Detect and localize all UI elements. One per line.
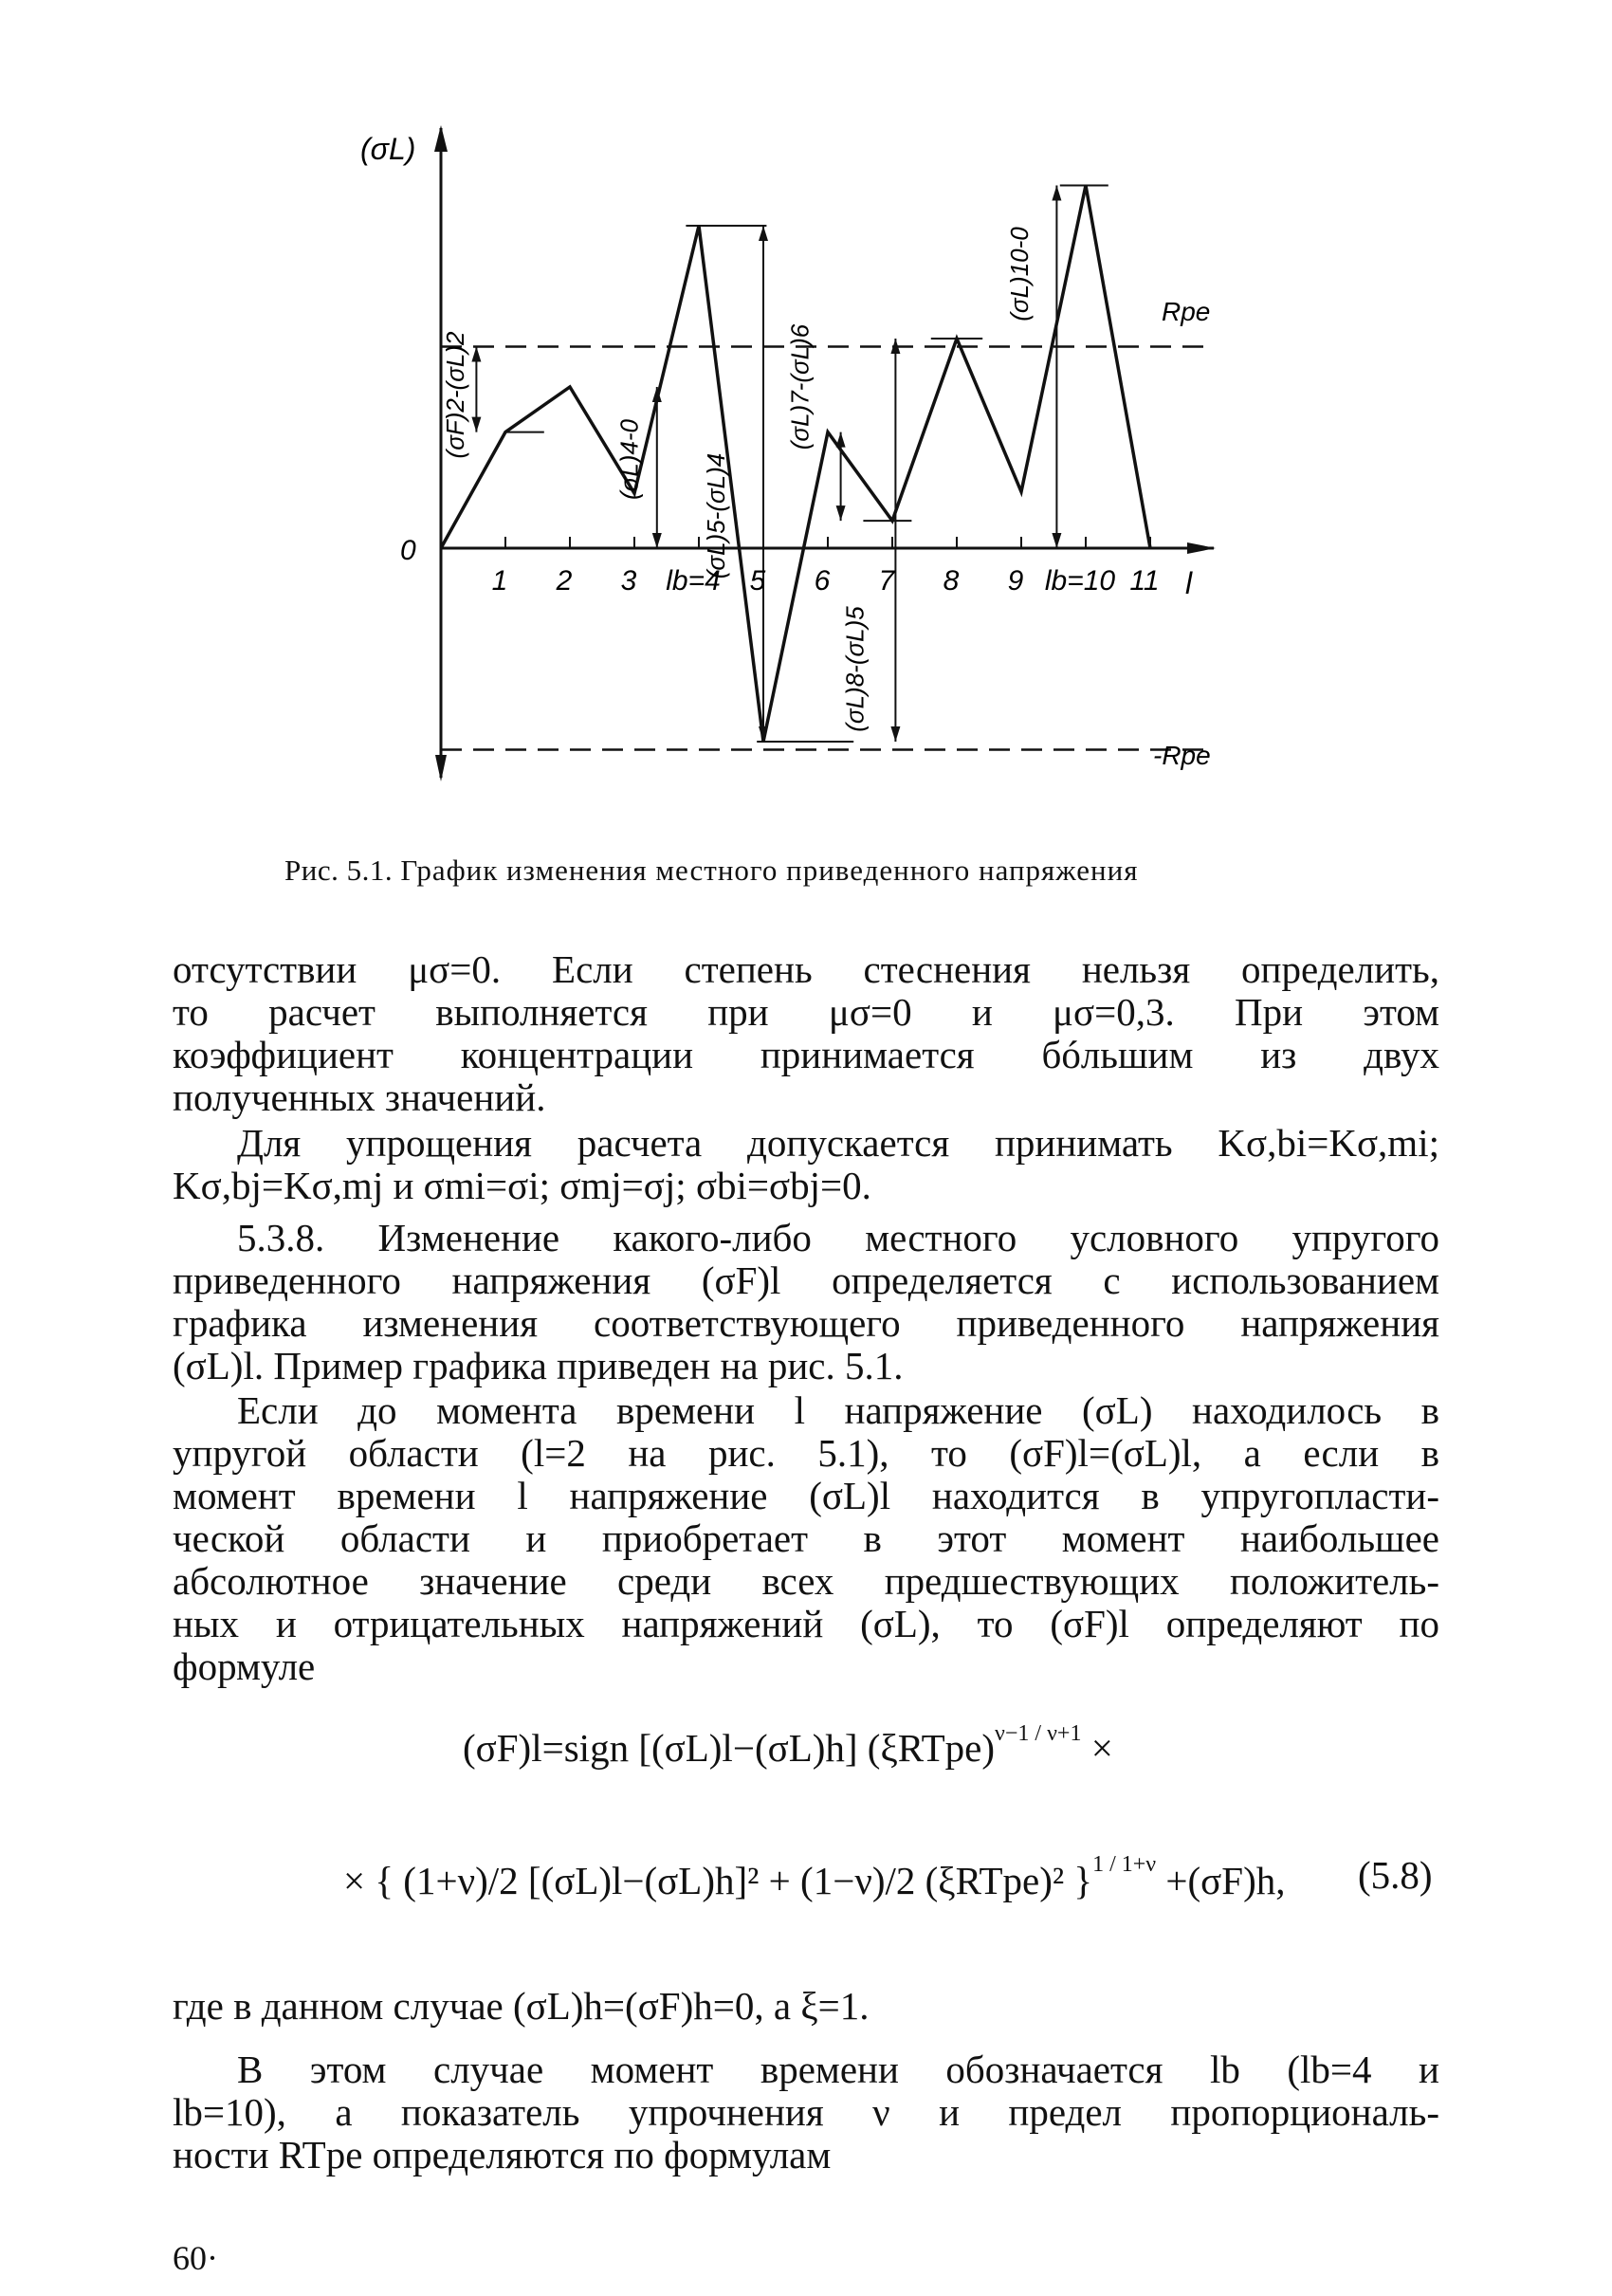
stress-curve	[441, 186, 1150, 743]
formula-line1-exponent: ν−1 / ν+1	[995, 1721, 1082, 1746]
stress-curve-layer	[441, 186, 1150, 743]
paragraph-2	[173, 1122, 1439, 1207]
text-line: момент времени l напряжение (σL)l находится в упругопласти-	[173, 1474, 1439, 1517]
range-dimension-lines	[441, 186, 1062, 743]
dimension-arrowhead	[836, 505, 846, 521]
dimension-arrowhead	[759, 726, 768, 742]
figure-caption	[284, 854, 1346, 888]
x-tick-label: 2	[556, 565, 573, 597]
formula-5-8-line-2	[343, 1852, 1286, 1903]
text-line: графика изменения соответствующего приведенного напряжения	[173, 1301, 1439, 1345]
text-line: Kσ,bj=Kσ,mj и σmi=σi; σmj=σj; σbi=σbj=0.	[173, 1164, 871, 1207]
text-line: приведенного напряжения (σF)l определяется с использованием	[173, 1258, 1439, 1302]
range-label: (σL)4-0	[614, 418, 644, 501]
dimension-arrowhead	[471, 417, 481, 432]
x-tick-label: 1	[491, 565, 508, 597]
x-tick-label: lb=4	[666, 565, 721, 597]
x-tick-label: 6	[814, 565, 831, 597]
paragraph-section-5-3-8	[173, 1217, 1439, 1387]
x-axis-ticks	[492, 537, 1160, 597]
text-line: В этом случае момент времени обозначается lb (lb=4 и	[237, 2048, 1439, 2091]
dimension-arrowhead	[1052, 186, 1061, 201]
dimension-arrowhead	[836, 432, 846, 448]
text-line: lb=10), а показатель упрочнения ν и предел пропорциональ-	[173, 2090, 1439, 2134]
dimension-arrowhead	[471, 347, 481, 362]
upper-limit-label: Rpe	[1162, 297, 1211, 326]
text-line: формуле	[173, 1644, 316, 1688]
dimension-arrowhead	[1052, 533, 1061, 548]
paragraph-5	[173, 1985, 1439, 2028]
origin-label: 0	[400, 535, 416, 566]
text-line: полученных значений.	[173, 1075, 546, 1119]
x-axis-arrow	[1187, 542, 1216, 554]
x-tick-label: lb=10	[1044, 565, 1116, 597]
text-line: Если до момента времени l напряжение (σL) находилось в	[237, 1388, 1439, 1432]
x-tick-label: 5	[749, 565, 766, 597]
y-axis-label: (σL)	[360, 132, 416, 166]
text-line: ных и отрицательных напряжений (σL), то (σF)l определяют по	[173, 1602, 1439, 1645]
paragraph-1	[173, 948, 1439, 1119]
formula-line1-tail: ×	[1090, 1726, 1113, 1770]
text-line: ческой области и приобретает в этот момент наибольшее	[173, 1516, 1439, 1560]
dimension-arrowhead	[759, 226, 768, 241]
formula-line1-lhs: (σF)l=sign [(σL)l−(σL)h] (ξRTpe)	[463, 1726, 996, 1770]
text-line: ности RTpe определяются по формулам	[173, 2133, 832, 2177]
text-line: коэффициент концентрации принимается бóльшим из двух	[173, 1033, 1439, 1076]
page-number: 60·	[173, 2239, 218, 2277]
text-line: упругой области (l=2 на рис. 5.1), то (σF)l=(σL)l, а если в	[173, 1431, 1439, 1475]
text-line: абсолютное значение среди всех предшествующих положитель-	[173, 1559, 1439, 1603]
text-line: 5.3.8. Изменение какого-либо местного условного упругого	[237, 1216, 1439, 1259]
range-label: (σL)7-(σL)6	[785, 323, 815, 450]
caption-number: Рис. 5.1.	[284, 854, 394, 887]
x-tick-label: 7	[878, 565, 895, 597]
range-label: (σL)8-(σL)5	[840, 606, 870, 732]
dimension-arrowhead	[890, 726, 900, 742]
text-line: где в данном случае (σL)h=(σF)h=0, а ξ=1.	[173, 1984, 870, 2028]
y-axis-arrow-down	[435, 755, 447, 781]
text-line: отсутствии μσ=0. Если степень стеснения нельзя определить,	[173, 947, 1439, 991]
chart-labels	[360, 132, 1211, 770]
x-tick-label: 9	[1007, 565, 1024, 597]
formula-5-8-line-1	[463, 1721, 1113, 1771]
dimension-arrowhead	[652, 533, 662, 548]
range-label: (σL)5-(σL)4	[702, 452, 731, 579]
lower-limit-label: -Rpe	[1153, 741, 1211, 770]
equation-number: (5.8)	[1358, 1853, 1433, 1897]
formula-line2-tail: +(σF)h,	[1165, 1859, 1286, 1902]
paragraph-4	[173, 1389, 1439, 1688]
x-tick-label: 11	[1129, 565, 1160, 597]
y-axis-arrow	[434, 125, 448, 152]
range-label: (σL)10-0	[1004, 227, 1034, 321]
text-line: Для упрощения расчета допускается принимать Kσ,bi=Kσ,mi;	[237, 1121, 1439, 1165]
x-tick-label: 8	[943, 565, 960, 597]
stress-history-chart	[360, 114, 1271, 835]
formula-line2-exponent: 1 / 1+ν	[1092, 1852, 1157, 1877]
caption-text: График изменения местного приведенного напряжения	[400, 854, 1139, 887]
text-line: то расчет выполняется при μσ=0 и μσ=0,3. При этом	[173, 990, 1439, 1034]
text-line: (σL)l. Пример графика приведен на рис. 5.1.	[173, 1344, 904, 1387]
x-tick-label: 3	[620, 565, 637, 597]
x-axis-label: l	[1185, 566, 1193, 600]
range-label: (σF)2-(σL)2	[440, 331, 469, 459]
paragraph-6	[173, 2048, 1439, 2177]
formula-line2-body: × { (1+ν)/2 [(σL)l−(σL)h]² + (1−ν)/2 (ξRTpe)² }	[343, 1859, 1093, 1902]
